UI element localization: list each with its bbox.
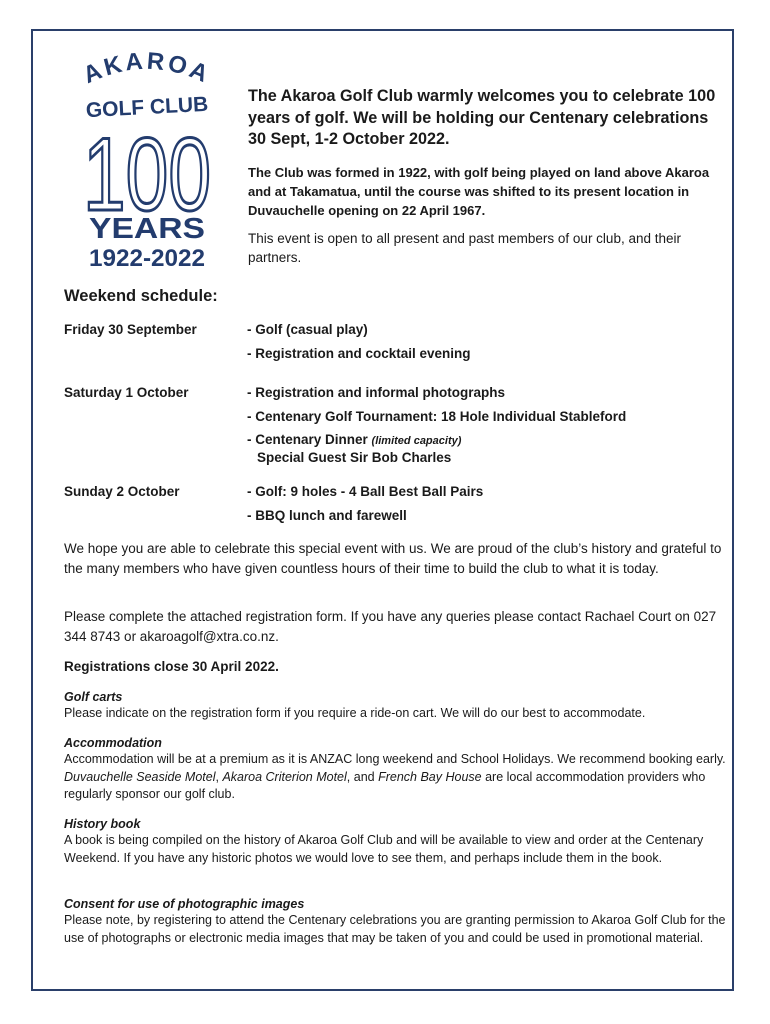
intro-block xyxy=(248,86,718,267)
schedule-item: - Registration and informal photographs xyxy=(247,385,506,400)
logo-name-top: AKAROA xyxy=(79,52,215,90)
schedule-item: - Golf: 9 holes - 4 Ball Best Ball Pairs xyxy=(247,484,484,499)
schedule-item-dinner xyxy=(247,432,461,447)
special-guest: Special Guest Sir Bob Charles xyxy=(257,450,452,465)
hope-paragraph: We hope you are able to celebrate this special event with us. We are proud of the club’s history and grateful to the many members who have given countless hours of their time to build the club to what it is today. xyxy=(64,541,722,576)
schedule-item: - Golf (casual play) xyxy=(247,322,368,337)
schedule-item: - Centenary Golf Tournament: 18 Hole Individual Stableford xyxy=(247,409,627,424)
golf-carts-title: Golf carts xyxy=(64,690,123,704)
club-logo xyxy=(72,52,222,277)
dinner-note: (limited capacity) xyxy=(371,435,462,447)
motel-name: Akaroa Criterion Motel xyxy=(222,769,347,784)
logo-years: YEARS xyxy=(89,213,205,245)
registrations-close: Registrations close 30 April 2022. xyxy=(64,659,279,674)
consent-text: Please note, by registering to attend the Centenary celebrations you are granting permission to Akaroa Golf Club for the use of photographs or electronic media images that may be taken of you and could be used in promotional material. xyxy=(64,913,726,945)
schedule-item: - BBQ lunch and farewell xyxy=(247,508,407,523)
intro-history: The Club was formed in 1922, with golf being played on land above Akaroa and at Takamatua, until the course was shifted to its present location in Duvauchelle opening on 22 April 1967. xyxy=(248,164,710,218)
schedule-heading: Weekend schedule: xyxy=(64,287,218,305)
intro-headline: The Akaroa Golf Club warmly welcomes you to celebrate 100 years of golf. We will be holding our Centenary celebrations 30 Sept, 1-2 October 2022. xyxy=(248,87,716,148)
logo-number: 100 xyxy=(83,117,211,233)
logo-range: 1922-2022 xyxy=(89,245,205,272)
logo-name-bottom: GOLF CLUB xyxy=(85,92,209,123)
contact-paragraph: Please complete the attached registration form. If you have any queries please contact Rachael Court on 027 344 8743 or akaroagolf@xtra.co.nz. xyxy=(64,609,717,644)
consent-title: Consent for use of photographic images xyxy=(64,897,305,911)
accommodation-text: Accommodation will be at a premium as it is ANZAC long weekend and School Holidays. We recommend booking early. Duvauchelle Seaside Motel, Akaroa Criterion Motel, and French Bay House are local accommodation providers who regularly sponsor our golf club. xyxy=(64,752,726,801)
golf-carts-text: Please indicate on the registration form if you require a ride-on cart. We will do our best to accommodate. xyxy=(64,706,646,720)
motel-name: Duvauchelle Seaside Motel xyxy=(64,769,216,784)
dinner-label: - Centenary Dinner xyxy=(247,432,372,447)
motel-name: French Bay House xyxy=(378,769,482,784)
schedule-item: - Registration and cocktail evening xyxy=(247,346,471,361)
accommodation-title: Accommodation xyxy=(64,736,162,750)
schedule-day-sunday: Sunday 2 October xyxy=(64,484,180,499)
intro-open-to: This event is open to all present and past members of our club, and their partners. xyxy=(248,230,681,265)
history-book-title: History book xyxy=(64,817,141,831)
schedule-day-friday: Friday 30 September xyxy=(64,322,197,337)
history-book-text: A book is being compiled on the history of Akaroa Golf Club and will be available to view and order at the Centenary Weekend. If you have any historic photos we would love to see them, and perhaps include them in the book. xyxy=(64,833,704,865)
schedule-day-saturday: Saturday 1 October xyxy=(64,385,189,400)
